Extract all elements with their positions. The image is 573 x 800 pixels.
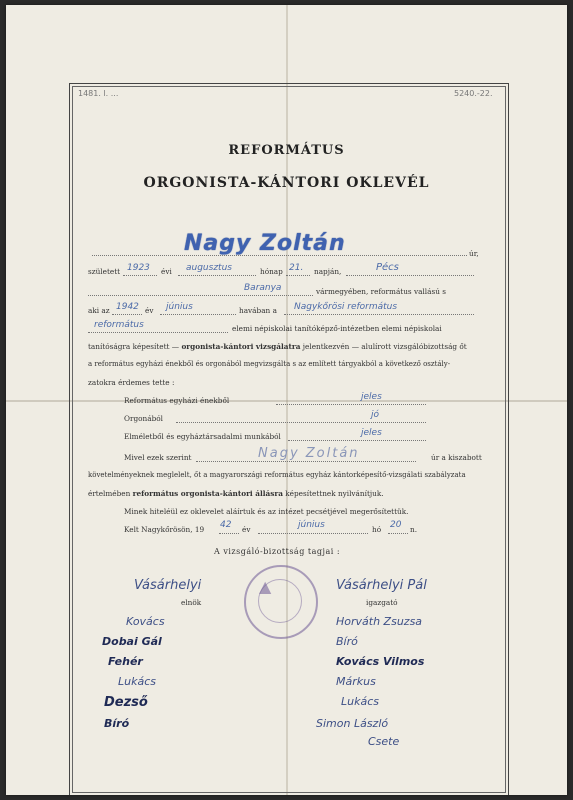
hw-kelt-day: 20 xyxy=(390,520,402,530)
signature-15: Csete xyxy=(368,735,400,748)
signature-3: Kovács xyxy=(126,615,165,628)
hw-county: Baranya xyxy=(244,283,282,293)
text-kelt: Kelt Nagykőrösön, 19 xyxy=(124,525,205,534)
text-line11: Minek hiteléül ez oklevelet aláírtuk és az intézet pecsétjével megerősítettük. xyxy=(124,507,409,516)
hw-type: református xyxy=(94,320,144,330)
hw-birth-month: augusztus xyxy=(186,263,232,273)
pencil-note-left: 1481. l. ... xyxy=(78,89,119,98)
signature-7: Fehér xyxy=(108,655,143,668)
signature-10: Márkus xyxy=(336,675,376,688)
text-szuletett: született xyxy=(88,267,121,276)
subject-3: Elméletből és egyháztársadalmi munkából xyxy=(124,432,281,441)
hw-kelt-year: 42 xyxy=(220,520,232,530)
text-ho: hó xyxy=(372,525,382,534)
grade-1: jeles xyxy=(361,392,382,402)
hw-birth-place: Pécs xyxy=(376,262,399,273)
text-napjan: napján, xyxy=(314,267,342,276)
text-line9: követelményeknek meglelelt, őt a magyarországi református egyház kántorképesítő-vizsgálati szabályzata xyxy=(88,471,466,479)
grade-3: jeles xyxy=(361,428,382,438)
text-line4: elemi népiskolai tanítóképző-intézetben elemi népiskolai xyxy=(232,324,442,333)
signature-14: Simon László xyxy=(316,717,389,730)
signature-8: Kovács Vilmos xyxy=(336,655,425,668)
text-ur: úr, xyxy=(469,249,479,258)
signature-12: Lukács xyxy=(341,695,379,708)
text-line6: a református egyházi énekből és orgonából megvizsgálta s az említett tárgyakból a következő osztály- xyxy=(88,360,451,368)
committee-heading: A vizsgáló-bizottság tagjai : xyxy=(214,547,341,556)
signature-13: Bíró xyxy=(104,717,130,730)
signature-11: Dezső xyxy=(104,695,148,710)
hw-name-again: Nagy Zoltán xyxy=(258,446,360,461)
hw-month2: június xyxy=(166,302,193,312)
text-evi: évi xyxy=(161,267,172,276)
signature-9: Lukács xyxy=(118,675,156,688)
text-ur-kiszabott: úr a kiszabott xyxy=(431,453,482,462)
grade-2: jó xyxy=(371,410,380,420)
text-n: n. xyxy=(410,525,418,534)
hw-year2: 1942 xyxy=(116,302,139,312)
hw-school: Nagykőrösi református xyxy=(294,302,398,312)
label-elnok: elnök xyxy=(181,598,202,607)
title-line1: REFORMÁTUS xyxy=(228,143,345,158)
text-line5: tanítóságra képesített — orgonista-kántori vizsgálatra jelentkezvén — alulírott vizsgálóbizottság őt xyxy=(88,342,467,351)
signature-5: Dobai Gál xyxy=(102,635,162,648)
hw-birth-year: 1923 xyxy=(127,263,150,273)
seal-emblem-icon: ▲ xyxy=(259,577,272,596)
text-mivel: Mivel ezek szerint xyxy=(124,453,192,462)
hw-kelt-month: június xyxy=(298,520,325,530)
signature-6: Bíró xyxy=(336,635,358,648)
text-aki-az: aki az xyxy=(88,306,110,315)
signature-2: Vásárhelyi Pál xyxy=(336,578,427,593)
institute-seal-stamp xyxy=(244,565,318,639)
text-varmegyeben: vármegyében, református vallású s xyxy=(316,287,446,296)
text-line10: értelmében református orgonista-kántori állásra képesítettnek nyilvánítjuk. xyxy=(88,489,384,498)
signature-4: Horváth Zsuzsa xyxy=(336,615,423,628)
subject-2: Orgonából xyxy=(124,414,163,423)
recipient-name: Nagy Zoltán xyxy=(184,231,346,256)
text-line7: zatokra érdemes tette : xyxy=(88,378,175,387)
subject-1: Református egyházi énekből xyxy=(124,396,230,405)
hw-birth-day: 21. xyxy=(289,263,304,273)
title-line2: ORGONISTA-KÁNTORI OKLEVÉL xyxy=(143,175,430,191)
signature-1: Vásárhelyi xyxy=(134,578,202,593)
diploma-document xyxy=(6,5,567,795)
text-ev2: év xyxy=(242,525,251,534)
text-ev: év xyxy=(145,306,154,315)
pencil-note-right: 5240.-22. xyxy=(454,89,493,98)
label-igazgato: igazgató xyxy=(366,598,398,607)
text-havaban: havában a xyxy=(239,306,277,315)
text-honap: hónap xyxy=(260,267,283,276)
